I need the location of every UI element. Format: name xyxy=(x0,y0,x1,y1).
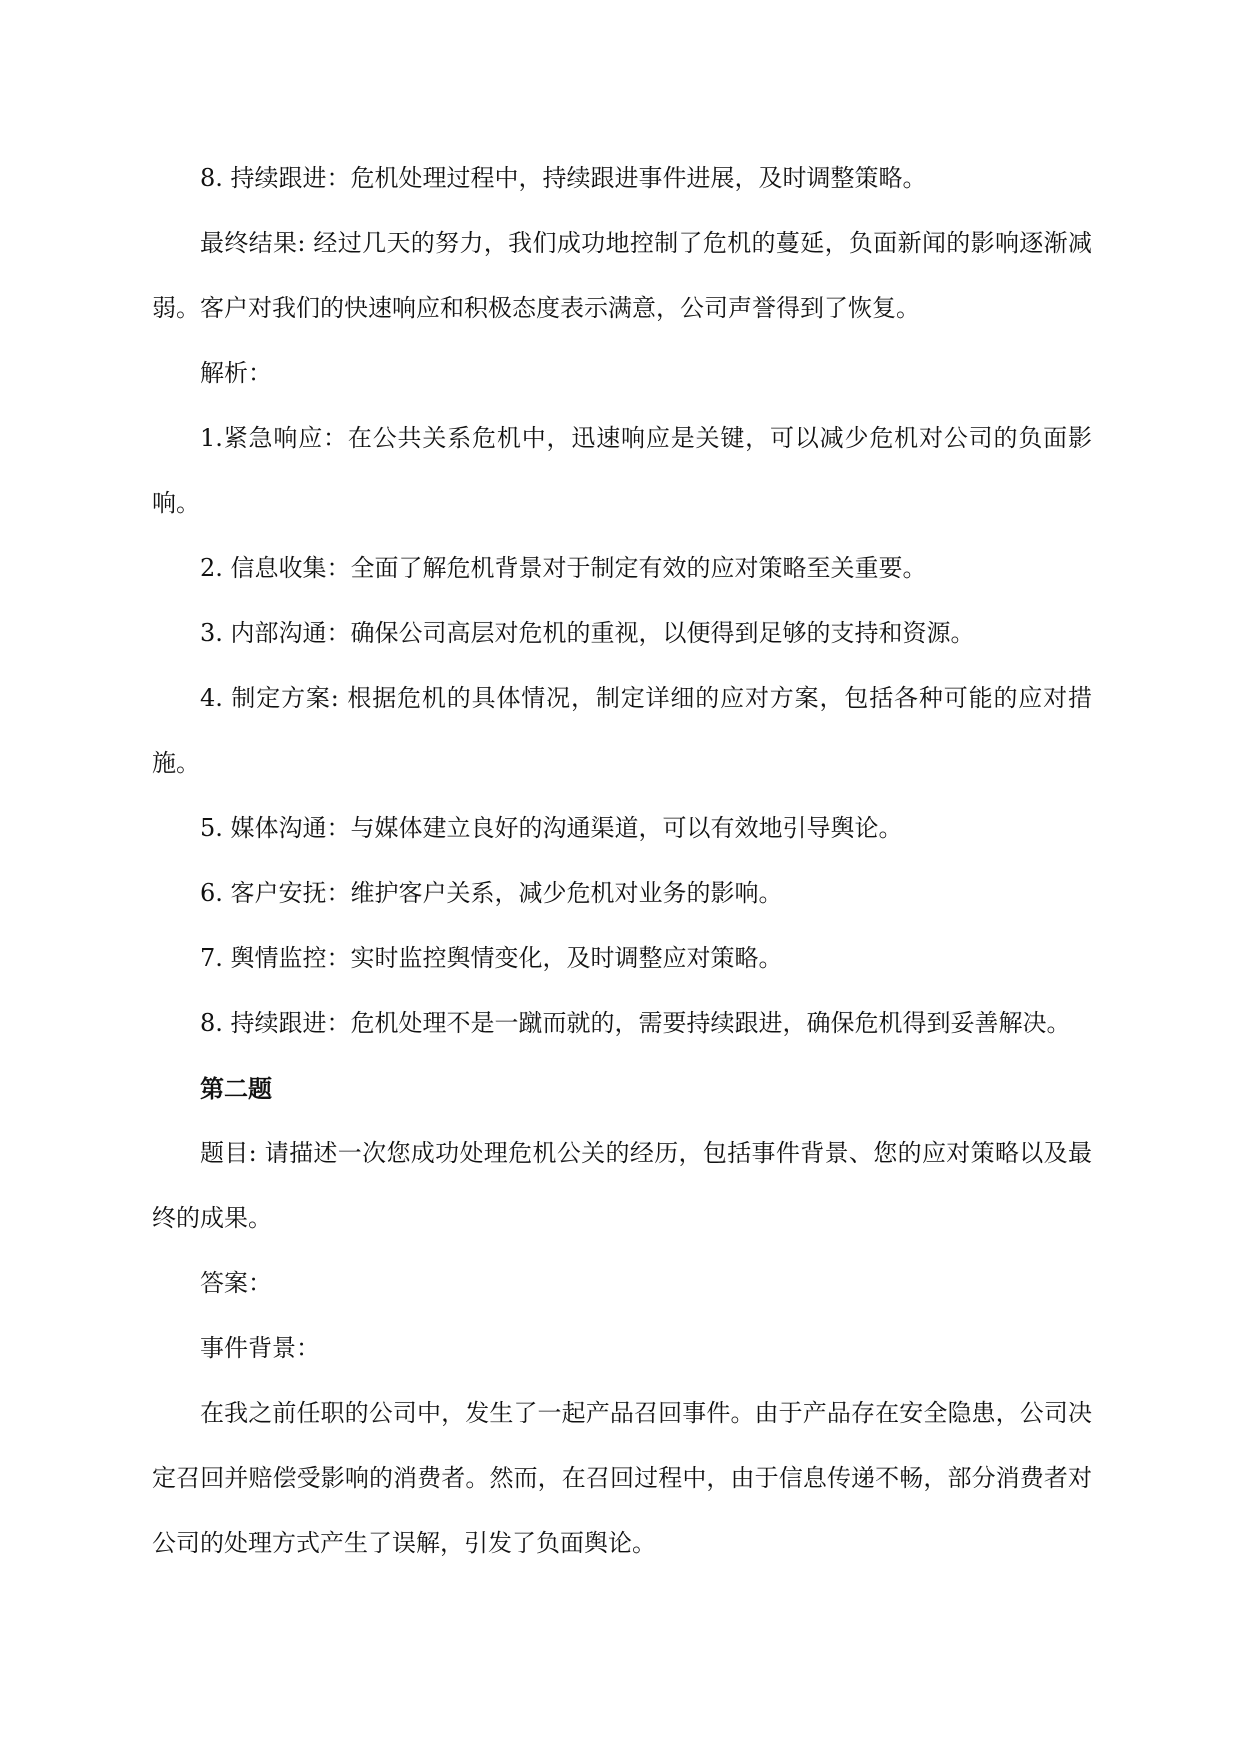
paragraph-analysis-8: 8. 持续跟进：危机处理不是一蹴而就的，需要持续跟进，确保危机得到妥善解决。 xyxy=(200,1009,1071,1037)
paragraph-analysis-5: 5. 媒体沟通：与媒体建立良好的沟通渠道，可以有效地引导舆论。 xyxy=(200,814,903,842)
paragraph-followup-step: 8. 持续跟进：危机处理过程中，持续跟进事件进展，及时调整策略。 xyxy=(200,164,927,192)
paragraph-analysis-4: 4. 制定方案: 根据危机的具体情况，制定详细的应对方案，包括各种可能的应对措施。 xyxy=(152,684,1092,777)
paragraph-background: 在我之前任职的公司中，发生了一起产品召回事件。由于产品存在安全隐患，公司决定召回并赔偿受影响的消费者。然而，在召回过程中，由于信息传递不畅，部分消费者对公司的处理方式产生了误解，引发了负面舆论。 xyxy=(152,1399,1092,1557)
paragraph-analysis-7: 7. 舆情监控：实时监控舆情变化，及时调整应对策略。 xyxy=(200,944,783,972)
paragraph-background-label: 事件背景： xyxy=(200,1334,320,1362)
paragraph-question: 题目: 请描述一次您成功处理危机公关的经历，包括事件背景、您的应对策略以及最终的成果。 xyxy=(152,1139,1092,1232)
paragraph-final-result: 最终结果: 经过几天的努力，我们成功地控制了危机的蔓延，负面新闻的影响逐渐减弱。客户对我们的快速响应和积极态度表示满意，公司声誉得到了恢复。 xyxy=(152,229,1092,322)
section-heading: 第二题 xyxy=(200,1074,272,1103)
paragraph-analysis-6: 6. 客户安抚：维护客户关系，减少危机对业务的影响。 xyxy=(200,879,783,907)
paragraph-analysis-label: 解析： xyxy=(200,359,272,387)
document-body xyxy=(152,146,1092,1576)
paragraph-analysis-3: 3. 内部沟通：确保公司高层对危机的重视，以便得到足够的支持和资源。 xyxy=(200,619,975,647)
paragraph-analysis-1: 1.紧急响应：在公共关系危机中，迅速响应是关键，可以减少危机对公司的负面影响。 xyxy=(152,424,1092,517)
paragraph-answer-label: 答案： xyxy=(200,1269,272,1297)
paragraph-analysis-2: 2. 信息收集：全面了解危机背景对于制定有效的应对策略至关重要。 xyxy=(200,554,927,582)
